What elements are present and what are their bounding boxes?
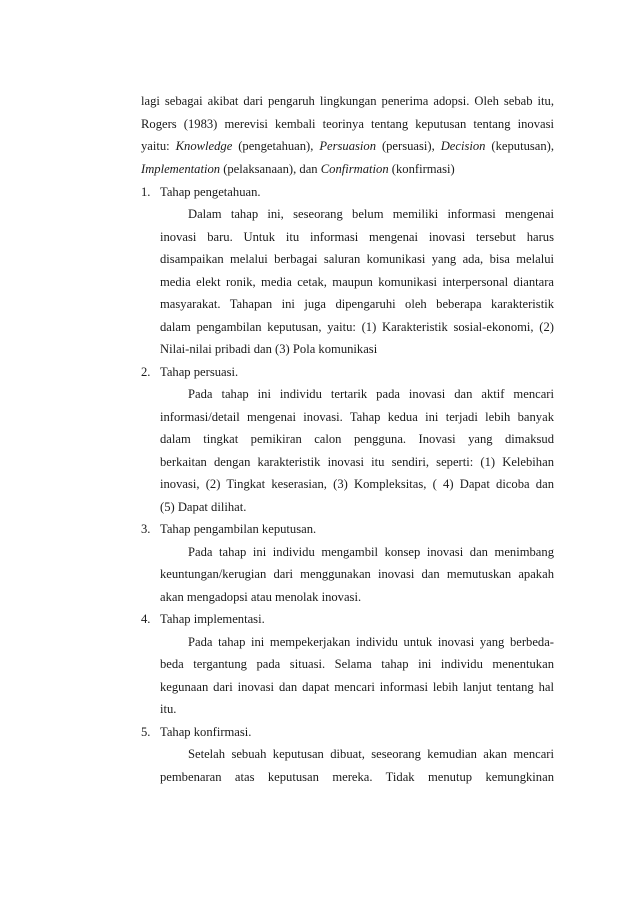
intro-line-3-suffix: (keputusan), [485, 139, 554, 153]
section-1-heading: Tahap pengetahuan. [160, 185, 261, 199]
intro-line-3-mid2: (persuasi), [376, 139, 441, 153]
intro-line-3-prefix: yaitu: [141, 139, 176, 153]
section-2-line-2: informasi/detail mengenai inovasi. Tahap kedua ini terjadi lebih banyak [160, 410, 554, 424]
section-2-number: 2. [141, 365, 151, 379]
intro-line-2: Rogers (1983) merevisi kembali teorinya tentang keputusan tentang inovasi [141, 117, 554, 131]
section-2-line-3: dalam tingkat pemikiran calon pengguna. Inovasi yang dimaksud [160, 432, 554, 446]
intro-line-4-mid: (pelaksanaan), dan [220, 162, 321, 176]
intro-line-4 [141, 161, 455, 177]
section-1-line-7: Nilai-nilai pribadi dan (3) Pola komunikasi [160, 342, 378, 356]
section-5-line-2: pembenaran atas keputusan mereka. Tidak menutup kemungkinan [160, 770, 554, 784]
section-4-line-4: itu. [160, 702, 177, 716]
section-2-heading: Tahap persuasi. [160, 365, 239, 379]
intro-line-3 [141, 138, 554, 154]
section-2-line-6: (5) Dapat dilihat. [160, 500, 247, 514]
section-3-number: 3. [141, 522, 151, 536]
section-4-line-2: beda tergantung pada situasi. Selama tahap ini individu menentukan [160, 657, 554, 671]
section-3-line-2: keuntungan/kerugian dari menggunakan inovasi dan memutuskan apakah [160, 567, 554, 581]
section-2-line-4: berkaitan dengan karakteristik inovasi itu sendiri, seperti: (1) Kelebihan [160, 455, 554, 469]
section-2-line-5: inovasi, (2) Tingkat keserasian, (3) Kompleksitas, ( 4) Dapat dicoba dan [160, 477, 554, 491]
section-4-line-1: Pada tahap ini mempekerjakan individu untuk inovasi yang berbeda- [188, 635, 554, 649]
section-3-heading: Tahap pengambilan keputusan. [160, 522, 317, 536]
section-3-line-3: akan mengadopsi atau menolak inovasi. [160, 590, 362, 604]
intro-line-4-suffix: (konfirmasi) [388, 162, 455, 176]
term-knowledge: Knowledge [175, 139, 233, 153]
term-persuasion: Persuasion [319, 139, 377, 153]
section-4-heading: Tahap implementasi. [160, 612, 265, 626]
intro-line-1: lagi sebagai akibat dari pengaruh lingkungan penerima adopsi. Oleh sebab itu, [141, 94, 554, 108]
term-decision: Decision [440, 139, 486, 153]
term-implementation: Implementation [141, 162, 221, 176]
intro-line-3-mid1: (pengetahuan), [232, 139, 320, 153]
section-1-line-3: disampaikan melalui berbagai saluran komunikasi yang ada, bisa melalui [160, 252, 554, 266]
section-1-line-6: dalam pengambilan keputusan, yaitu: (1) Karakteristik sosial-ekonomi, (2) [160, 320, 554, 334]
section-3-line-1: Pada tahap ini individu mengambil konsep inovasi dan menimbang [188, 545, 554, 559]
section-1-line-5: masyarakat. Tahapan ini juga dipengaruhi oleh beberapa karakteristik [160, 297, 554, 311]
section-4-number: 4. [141, 612, 151, 626]
section-1-line-4: media elekt ronik, media cetak, maupun komunikasi interpersonal diantara [160, 275, 554, 289]
section-5-line-1: Setelah sebuah keputusan dibuat, seseorang kemudian akan mencari [188, 747, 554, 761]
section-1-line-1: Dalam tahap ini, seseorang belum memiliki informasi mengenai [188, 207, 554, 221]
section-5-number: 5. [141, 725, 151, 739]
section-1-number: 1. [141, 185, 151, 199]
section-2-line-1: Pada tahap ini individu tertarik pada inovasi dan aktif mencari [188, 387, 554, 401]
section-4-line-3: kegunaan dari inovasi dan dapat mencari informasi lebih lanjut tentang hal [160, 680, 554, 694]
section-5-heading: Tahap konfirmasi. [160, 725, 252, 739]
section-1-line-2: inovasi baru. Untuk itu informasi mengenai inovasi tersebut harus [160, 230, 554, 244]
term-confirmation: Confirmation [320, 162, 389, 176]
